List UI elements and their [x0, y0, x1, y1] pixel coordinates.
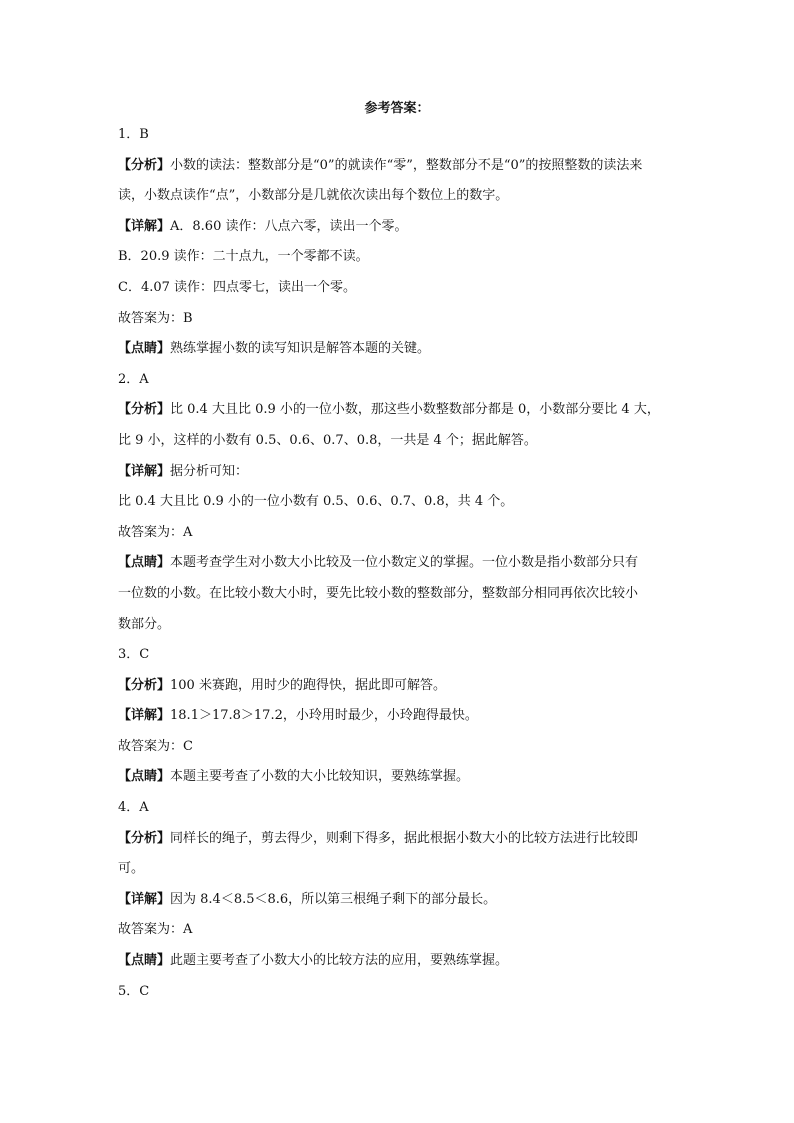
section-tag: 【点睛】: [118, 769, 171, 785]
section-tag: 【详解】: [118, 463, 171, 479]
line-text: 比 0.4 大且比 0.9 小的一位小数有 0.5、0.6、0.7、0.8，共 4 个。: [118, 494, 514, 510]
line-text: 100 米赛跑，用时少的跑得快，据此即可解答。: [170, 677, 446, 693]
line-text: 故答案为：A: [118, 524, 193, 540]
text-line: [118, 640, 686, 671]
text-line: [118, 395, 686, 426]
text-line: [118, 732, 686, 763]
section-tag: 【点睛】: [118, 555, 171, 571]
section-tag: 【详解】: [118, 891, 171, 907]
line-text: 故答案为：B: [118, 310, 193, 326]
section-tag: 【分析】: [118, 830, 171, 846]
line-text: C．4.07 读作：四点零七，读出一个零。: [118, 279, 357, 295]
line-text: 18.1＞17.8＞17.2，小玲用时最少，小玲跑得最快。: [170, 708, 478, 724]
line-text: 故答案为：A: [118, 922, 193, 938]
line-text: 2．A: [118, 371, 149, 387]
text-line: [118, 518, 686, 549]
section-tag: 【点睛】: [118, 341, 171, 357]
text-line: [118, 548, 686, 579]
text-line: [118, 487, 686, 518]
line-text: 可。: [118, 861, 145, 877]
text-line: [118, 242, 686, 273]
line-text: A．8.60 读作：八点六零，读出一个零。: [170, 218, 408, 234]
line-text: B．20.9 读作：二十点九，一个零都不读。: [118, 249, 369, 265]
text-line: [118, 885, 686, 916]
text-line: [118, 426, 686, 457]
section-tag: 【分析】: [118, 157, 171, 173]
text-line: [118, 610, 686, 641]
line-text: 本题主要考查了小数的大小比较知识，要熟练掌握。: [170, 769, 470, 785]
line-text: 故答案为：C: [118, 738, 193, 754]
line-text: 读，小数点读作“点”，小数部分是几就依次读出每个数位上的数字。: [118, 188, 509, 204]
text-line: [118, 212, 686, 243]
line-text: 本题考查学生对小数大小比较及一位小数定义的掌握。一位小数是指小数部分只有: [170, 555, 639, 571]
line-text: 据分析可知：: [170, 463, 249, 479]
line-text: 比 9 小，这样的小数有 0.5、0.6、0.7、0.8，一共是 4 个；据此解答。: [118, 432, 537, 448]
line-text: 此题主要考查了小数大小的比较方法的应用，要熟练掌握。: [170, 953, 509, 969]
text-line: [118, 977, 686, 1008]
text-line: [118, 762, 686, 793]
text-line: [118, 334, 686, 365]
line-text: 数部分。: [118, 616, 171, 632]
line-text: 3．C: [118, 647, 150, 663]
section-tag: 【详解】: [118, 708, 171, 724]
section-tag: 【分析】: [118, 402, 171, 418]
text-line: [118, 946, 686, 977]
text-line: [118, 120, 686, 151]
section-tag: 【详解】: [118, 218, 171, 234]
text-line: [118, 915, 686, 946]
answer-body: [118, 120, 686, 1007]
page-title: 参考答案：: [364, 101, 430, 116]
text-line: [118, 304, 686, 335]
text-line: [118, 671, 686, 702]
section-tag: 【点睛】: [118, 953, 171, 969]
text-line: [118, 579, 686, 610]
text-line: [118, 365, 686, 396]
line-text: 一位数的小数。在比较小数大小时，要先比较小数的整数部分，整数部分相同再依次比较小: [118, 585, 639, 601]
line-text: 1．B: [118, 127, 149, 142]
text-line: [118, 854, 686, 885]
text-line: [118, 457, 686, 488]
line-text: 同样长的绳子，剪去得少，则剩下得多，据此根据小数大小的比较方法进行比较即: [170, 830, 639, 846]
line-text: 比 0.4 大且比 0.9 小的一位小数，那这些小数整数部分都是 0，小数部分要比 4 大，: [170, 402, 660, 418]
line-text: 4．A: [118, 800, 149, 816]
text-line: [118, 151, 686, 182]
text-line: [118, 181, 686, 212]
text-line: [118, 273, 686, 304]
line-text: 因为 8.4＜8.5＜8.6，所以第三根绳子剩下的部分最长。: [170, 891, 497, 907]
text-line: [118, 701, 686, 732]
text-line: [118, 824, 686, 855]
text-line: [118, 793, 686, 824]
line-text: 5．C: [118, 983, 150, 999]
section-tag: 【分析】: [118, 677, 171, 693]
line-text: 小数的读法：整数部分是“0”的就读作“零”，整数部分不是“0”的按照整数的读法来: [170, 157, 643, 173]
line-text: 熟练掌握小数的读写知识是解答本题的关键。: [170, 341, 431, 357]
